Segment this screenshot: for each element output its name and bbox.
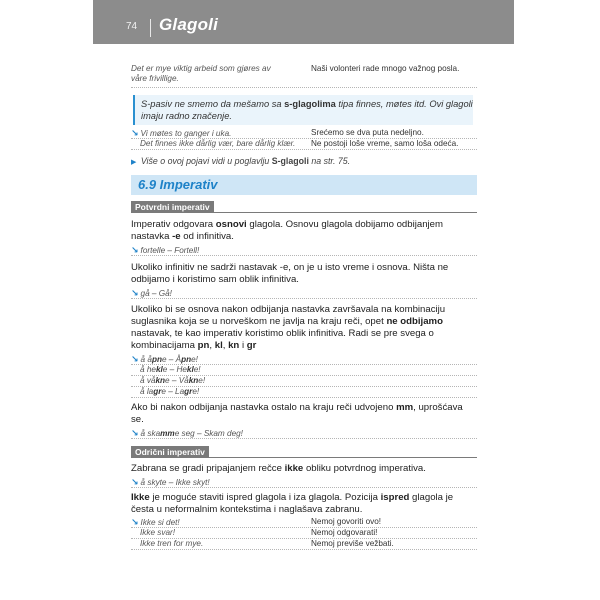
section-heading-bar bbox=[131, 175, 477, 195]
example-line: å lagre – Lagre! bbox=[131, 387, 477, 398]
example-norwegian-cont: våre frivillige. bbox=[131, 74, 179, 83]
example-line: å hekle – Hekle! bbox=[131, 365, 477, 376]
paragraph: Imperativ odgovara osnovi glagola. Osnovu glagola dobijamo odbijanjem nastavka -e od infinitiva. bbox=[131, 219, 443, 242]
chapter-title: Glagoli bbox=[159, 15, 219, 34]
example-row: Det finnes ikke dårlig vær, bare dårlig klær. Ne postoji loše vreme, samo loša odeća. bbox=[131, 139, 477, 150]
triangle-right-icon: ▶ bbox=[131, 159, 137, 166]
section-title: 6.9 Imperativ bbox=[138, 177, 218, 192]
arrow-icon: ↘ bbox=[131, 288, 139, 298]
arrow-icon: ↘ bbox=[131, 128, 139, 138]
example-line: ↘ å skamme seg – Skam deg! bbox=[131, 428, 477, 439]
subheading-affirmative: Potvrdni imperativ bbox=[131, 201, 214, 213]
paragraph: Ikke je moguće staviti ispred glagola i iza glagola. Pozicija ispred glagola je česta u neformalnim kontekstima i naglašava zabranu. bbox=[131, 492, 454, 515]
arrow-icon: ↘ bbox=[131, 517, 139, 527]
page-number: 74 bbox=[126, 21, 138, 32]
example-line: ↘ å skyte – Ikke skyt! bbox=[131, 477, 477, 488]
paragraph: Ukoliko bi se osnova nakon odbijanja nastavka završavala na kombinaciju suglasnika koja se u norveškom ne javlja na kraju reči, opet ne odbijamo nastavak, te kao imperativ koristimo oblik infinitiva. Radi se pre svega o kombinacijama pn, kl, kn i gr bbox=[131, 304, 446, 351]
example-row: ↘ Vi møtes to ganger i uka. Srećemo se dva puta nedeljno. bbox=[131, 128, 477, 139]
example-serbian: Naši volonteri rade mnogo važnog posla. bbox=[311, 64, 460, 73]
note-box: S-pasiv ne smemo da mešamo sa s-glagolima tipa finnes, møtes itd. Ovi glagoli imaju radno značenje. bbox=[133, 95, 473, 125]
paragraph: Ukoliko infinitiv ne sadrži nastavak -e, on je u isto vreme i osnova. Ništa ne odbijamo i koristimo sam oblik infinitiva. bbox=[131, 262, 449, 285]
example-row: ↘ Ikke si det! Nemoj govoriti ovo! bbox=[131, 517, 477, 528]
example-row: Ikke tren for mye. Nemoj previše vežbati. bbox=[131, 539, 477, 550]
paragraph: Ako bi nakon odbijanja nastavka ostalo na kraju reči udvojeno mm, uprošćava se. bbox=[131, 402, 463, 425]
example-line: ↘ gå – Gå! bbox=[131, 288, 477, 299]
example-line: ↘ å åpne – Åpne! bbox=[131, 354, 477, 365]
subheading-rule bbox=[131, 212, 477, 213]
page-header bbox=[93, 0, 514, 44]
example-row bbox=[131, 64, 477, 88]
example-norwegian: Det er mye viktig arbeid som gjøres av bbox=[131, 64, 271, 73]
subheading-negative: Odrični imperativ bbox=[131, 446, 209, 458]
arrow-icon: ↘ bbox=[131, 354, 139, 364]
arrow-icon: ↘ bbox=[131, 245, 139, 255]
header-divider bbox=[150, 19, 151, 37]
example-line: ↘ fortelle – Fortell! bbox=[131, 245, 477, 256]
subheading-rule bbox=[131, 457, 477, 458]
arrow-icon: ↘ bbox=[131, 477, 139, 487]
see-more-reference: ▶ Više o ovoj pojavi vidi u poglavlju S-glagoli na str. 75. bbox=[131, 156, 351, 166]
paragraph: Zabrana se gradi pripajanjem rečce ikke obliku potvrdnog imperativa. bbox=[131, 463, 426, 474]
arrow-icon: ↘ bbox=[131, 428, 139, 438]
example-row: Ikke svar! Nemoj odgovarati! bbox=[131, 528, 477, 539]
example-line: å våkne – Våkne! bbox=[131, 376, 477, 387]
